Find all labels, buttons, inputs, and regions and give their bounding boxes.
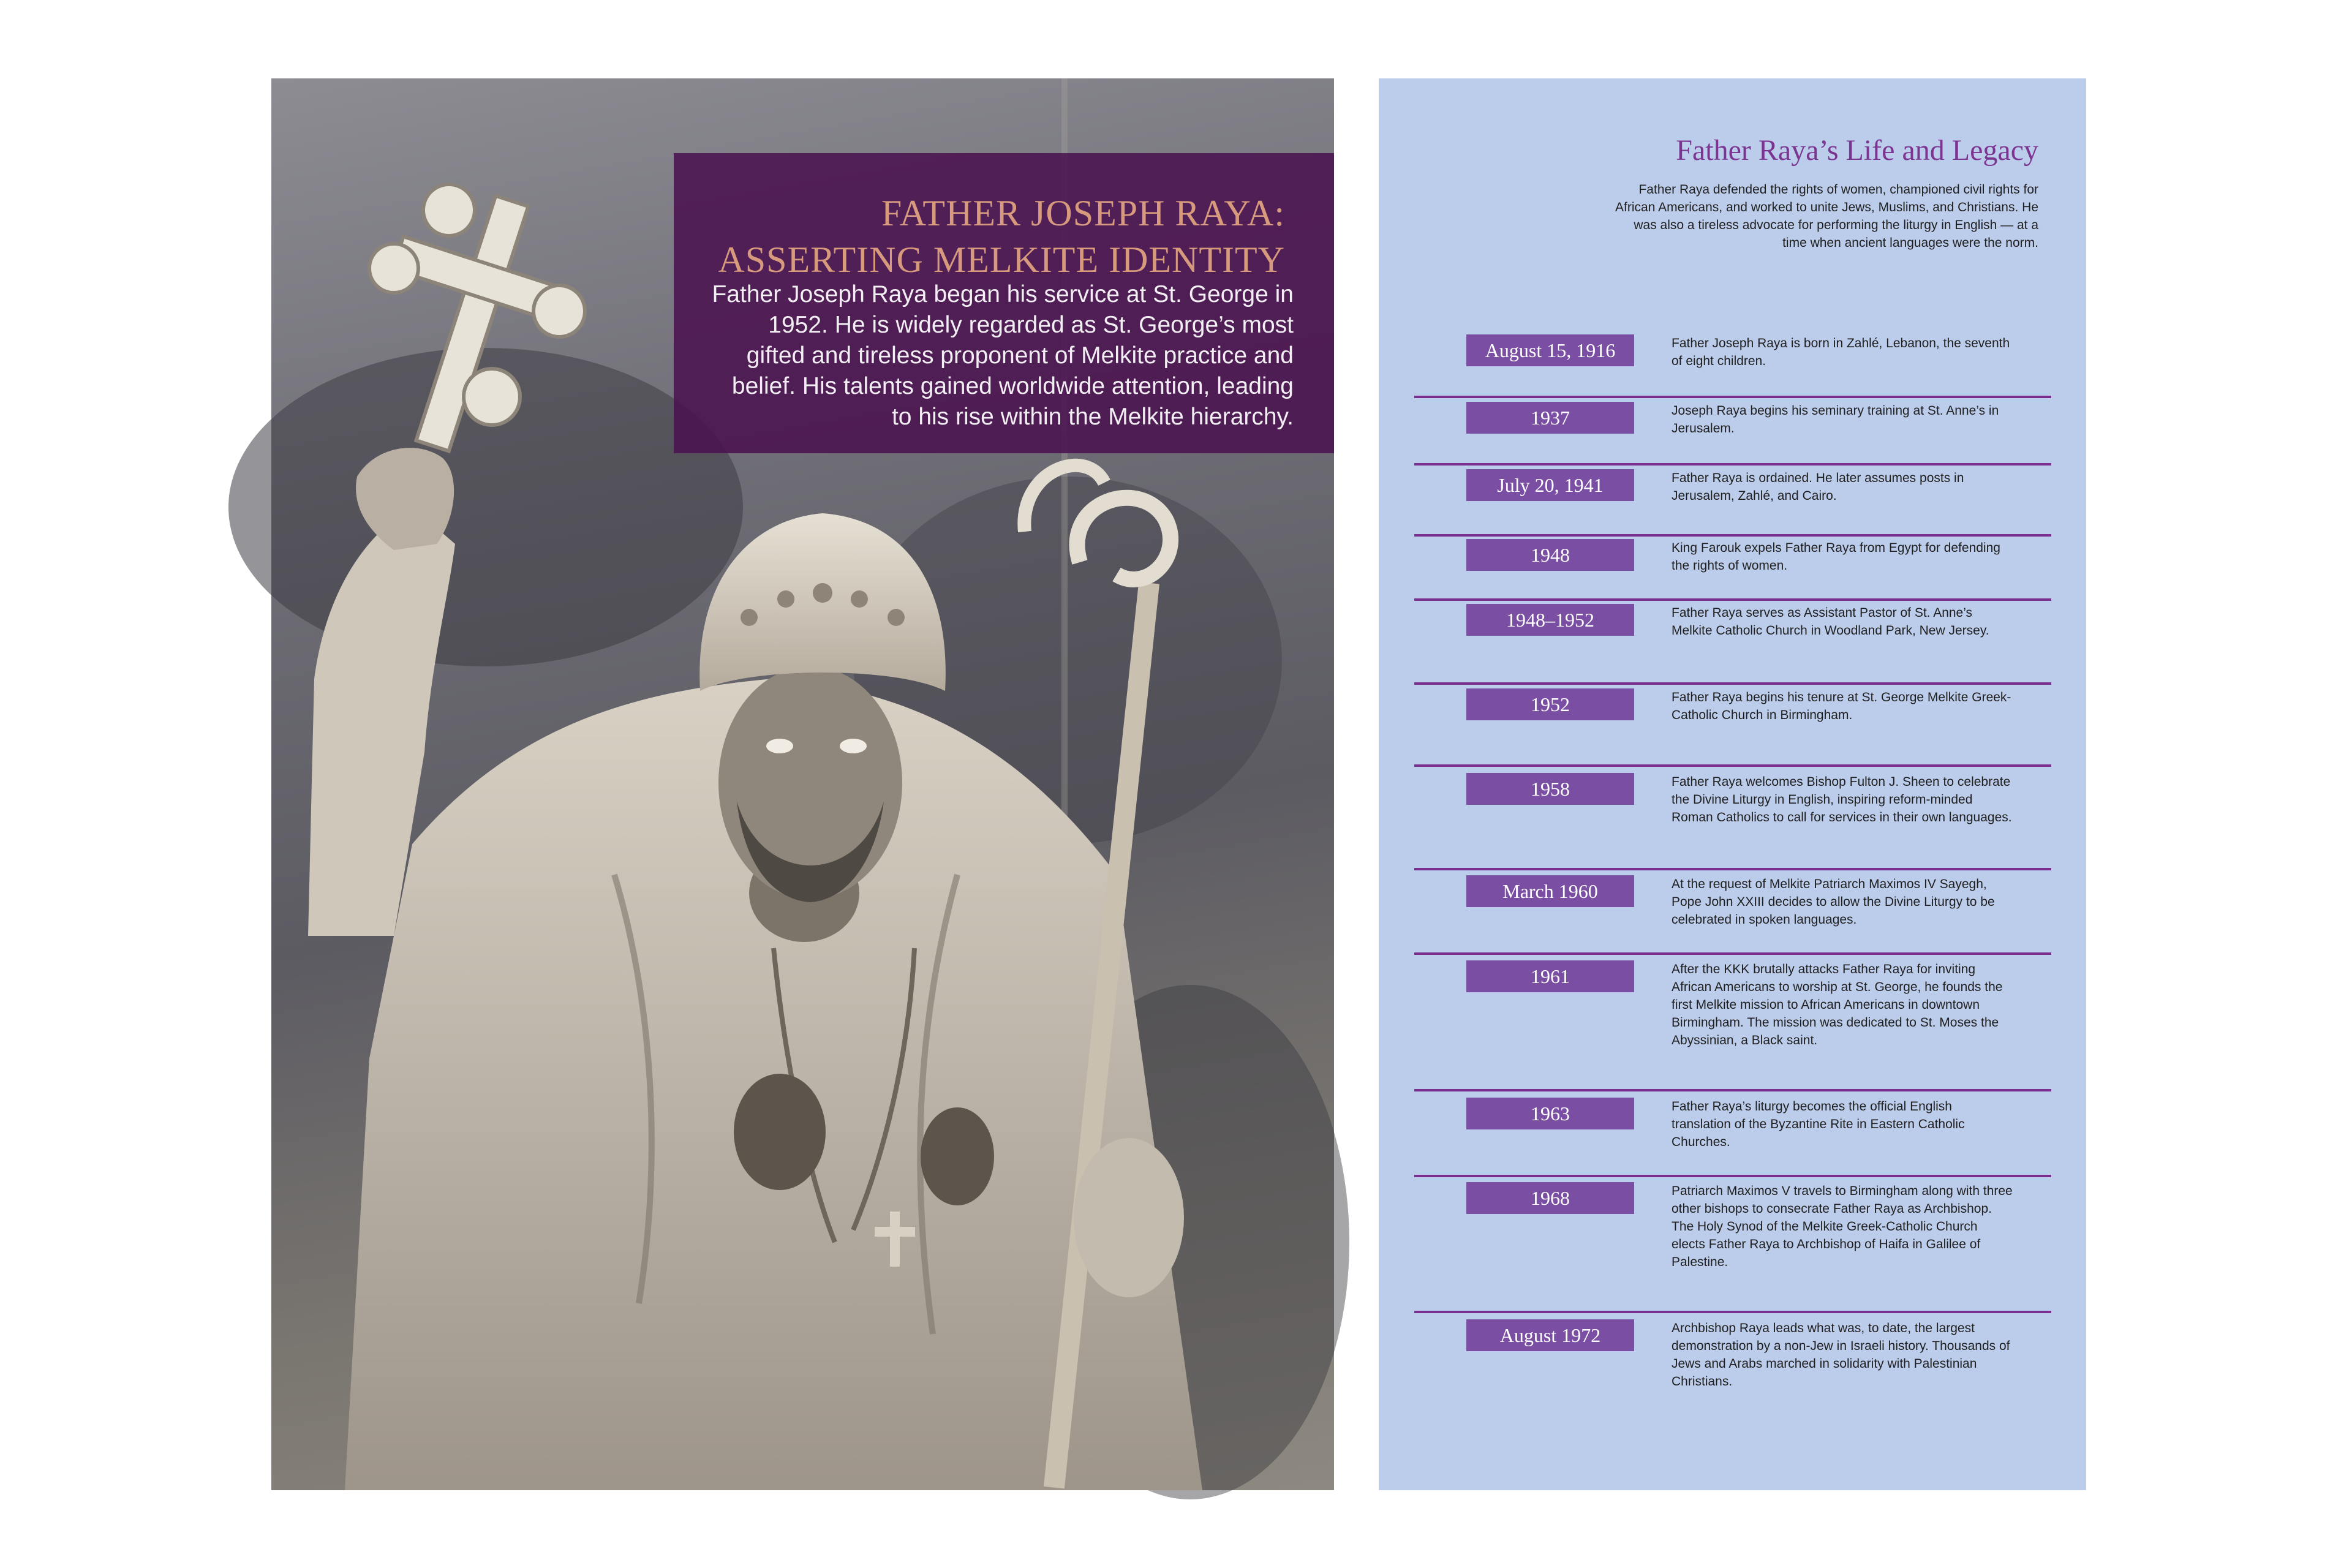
caption-heading xyxy=(718,190,1285,283)
timeline-row xyxy=(1414,469,2051,537)
timeline-row xyxy=(1414,539,2051,601)
date-badge: August 15, 1916 xyxy=(1466,334,1634,366)
event-text: Patriarch Maximos V travels to Birmingham along with three other bishops to consecrate Father Raya as Archbishop. The Holy Synod of the Melkite Greek-Catholic Church elects Father Raya to Archbishop of Haifa in Galilee of Palestine. xyxy=(1672,1184,2013,1269)
event-text: Archbishop Raya leads what was, to date, the largest demonstration by a non-Jew in Israeli history. Thousands of Jews and Arabs marched in solidarity with Palestinian Christians. xyxy=(1672,1321,2010,1389)
date-badge: 1968 xyxy=(1466,1182,1634,1214)
event-text: Father Raya begins his tenure at St. George Melkite Greek-Catholic Church in Birmingham. xyxy=(1672,690,2011,722)
caption-heading-line-1: FATHER JOSEPH RAYA: xyxy=(881,193,1285,233)
event-text: Father Raya welcomes Bishop Fulton J. Sheen to celebrate the Divine Liturgy in English, inspiring reform-minded Roman Catholics to call for services in their own languages. xyxy=(1672,775,2012,824)
event-text: After the KKK brutally attacks Father Raya for inviting African Americans to worship at St. George, he founds the first Melkite mission to African Americans in downtown Birmingham. The mission was dedicated to St. Moses the Abyssinian, a Black saint. xyxy=(1672,962,2003,1047)
date-badge: 1948–1952 xyxy=(1466,604,1634,636)
timeline-row xyxy=(1414,604,2051,685)
timeline-row xyxy=(1414,960,2051,1091)
event-text: At the request of Melkite Patriarch Maximos IV Sayegh, Pope John XXIII decides to allow the Divine Liturgy to be celebrated in spoken languages. xyxy=(1672,877,1995,927)
date-badge: August 1972 xyxy=(1466,1319,1634,1351)
event-text: Father Raya serves as Assistant Pastor of St. Anne’s Melkite Catholic Church in Woodland Park, New Jersey. xyxy=(1672,606,1989,638)
event-text: Father Raya’s liturgy becomes the official English translation of the Byzantine Rite in Eastern Catholic Churches. xyxy=(1672,1099,1965,1149)
event-text: Father Raya is ordained. He later assumes posts in Jerusalem, Zahlé, and Cairo. xyxy=(1672,471,1964,503)
timeline-row xyxy=(1414,1319,2051,1399)
date-badge: 1948 xyxy=(1466,539,1634,571)
date-badge: 1961 xyxy=(1466,960,1634,992)
timeline-row xyxy=(1414,688,2051,767)
timeline-row xyxy=(1414,875,2051,955)
date-badge: 1952 xyxy=(1466,688,1634,720)
timeline-row xyxy=(1414,334,2051,398)
timeline-row xyxy=(1414,402,2051,466)
event-text: Father Joseph Raya is born in Zahlé, Lebanon, the seventh of eight children. xyxy=(1672,336,2010,368)
caption-heading-line-2: ASSERTING MELKITE IDENTITY xyxy=(718,239,1285,280)
date-badge: 1963 xyxy=(1466,1098,1634,1129)
date-badge: July 20, 1941 xyxy=(1466,469,1634,501)
caption-overlay xyxy=(674,153,1334,453)
timeline-title: Father Raya’s Life and Legacy xyxy=(1676,134,2038,167)
event-text: King Farouk expels Father Raya from Egypt for defending the rights of women. xyxy=(1672,541,2000,573)
caption-body: Father Joseph Raya began his service at St. George in 1952. He is widely regarded as St. George’s most gifted and tireless proponent of Melkite practice and belief. His talents gained worldwide attention, leading to his rise within the Melkite hierarchy. xyxy=(712,281,1294,430)
timeline-intro: Father Raya defended the rights of women, championed civil rights for African Americans, and worked to unite Jews, Muslims, and Christians. He was also a tireless advocate for performing the liturgy in English — at a time when ancient languages were the norm. xyxy=(1615,183,2038,250)
timeline-row xyxy=(1414,773,2051,870)
timeline-panel xyxy=(1379,78,2086,1490)
event-text: Joseph Raya begins his seminary training at St. Anne’s in Jerusalem. xyxy=(1672,404,1999,435)
timeline-row xyxy=(1414,1098,2051,1177)
date-badge: 1958 xyxy=(1466,773,1634,805)
timeline-row xyxy=(1414,1182,2051,1313)
date-badge: March 1960 xyxy=(1466,875,1634,907)
date-badge: 1937 xyxy=(1466,402,1634,434)
